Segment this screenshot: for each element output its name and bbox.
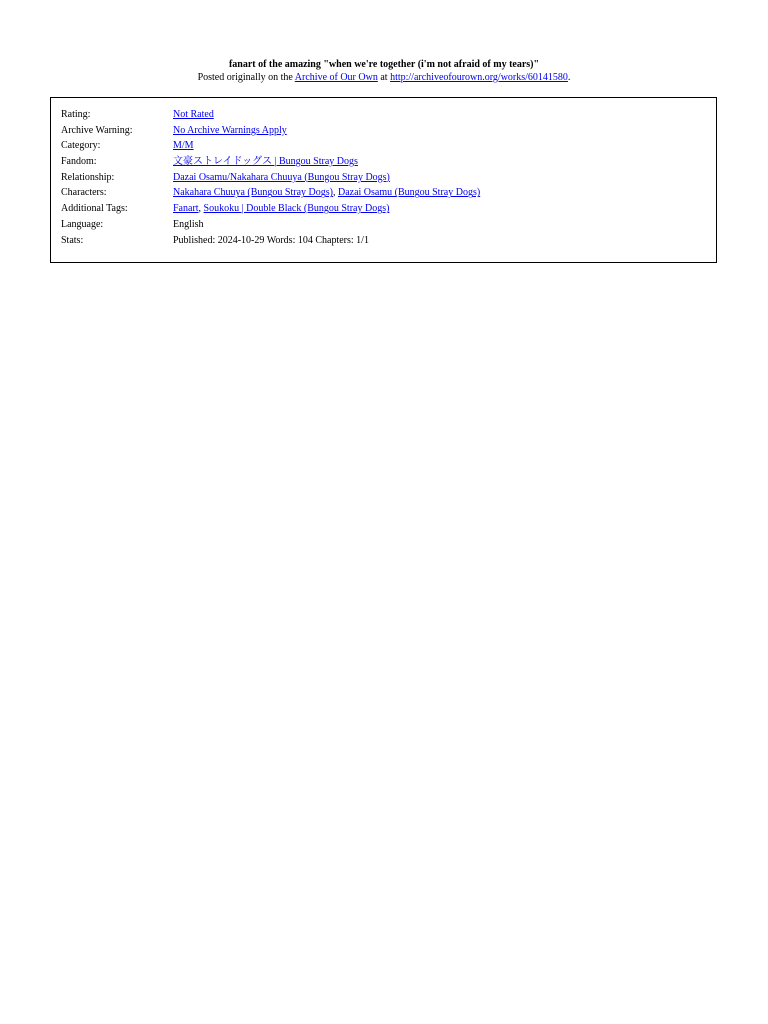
stats-value: Published: 2024-10-29 Words: 104 Chapters: 1/1 xyxy=(173,234,369,246)
work-url-link[interactable]: http://archiveofourown.org/works/60141580 xyxy=(390,72,568,83)
relationship-value-cell xyxy=(173,172,480,188)
work-meta-box xyxy=(50,97,717,263)
meta-row-rating xyxy=(61,109,480,125)
fandom-link[interactable]: 文豪ストレイドッグス | Bungou Stray Dogs xyxy=(173,156,358,168)
character-link[interactable]: Dazai Osamu (Bungou Stray Dogs) xyxy=(337,187,481,199)
characters-value-cell xyxy=(173,187,480,203)
rating-value-cell xyxy=(173,109,480,125)
category-value-cell xyxy=(173,140,480,156)
meta-row-tags xyxy=(61,203,480,219)
character-link[interactable]: Nakahara Chuuya (Bungou Stray Dogs) xyxy=(173,187,333,199)
relationship-label: Relationship: xyxy=(61,171,115,183)
language-label: Language: xyxy=(61,218,104,230)
meta-row-category xyxy=(61,140,480,156)
warning-link[interactable]: No Archive Warnings Apply xyxy=(173,124,287,136)
tags-value-cell xyxy=(173,203,480,219)
relationship-link[interactable]: Dazai Osamu/Nakahara Chuuya (Bungou Stray Dogs) xyxy=(173,171,390,183)
category-label: Category: xyxy=(61,140,101,152)
posted-prefix: Posted originally on the xyxy=(197,72,295,83)
meta-row-stats xyxy=(61,235,480,251)
tag-separator: , xyxy=(332,187,338,199)
posted-line xyxy=(0,71,768,84)
posted-mid: at xyxy=(377,72,391,83)
stats-label: Stats: xyxy=(61,234,84,246)
characters-label: Characters: xyxy=(61,187,107,199)
meta-row-relationship xyxy=(61,172,480,188)
fandom-label: Fandom: xyxy=(61,156,97,168)
tag-link[interactable]: Fanart xyxy=(173,203,199,215)
posted-suffix: . xyxy=(567,72,571,83)
work-title: fanart of the amazing "when we're together (i'm not afraid of my tears)" xyxy=(228,59,540,70)
category-link[interactable]: M/M xyxy=(173,140,194,152)
meta-row-characters xyxy=(61,187,480,203)
meta-row-fandom xyxy=(61,156,480,172)
work-meta-table xyxy=(61,109,480,250)
rating-link[interactable]: Not Rated xyxy=(173,109,214,120)
warning-label: Archive Warning: xyxy=(61,124,133,136)
meta-row-warning xyxy=(61,125,480,141)
meta-row-language xyxy=(61,219,480,235)
tag-link[interactable]: Soukoku | Double Black (Bungou Stray Dogs) xyxy=(203,203,390,215)
rating-label: Rating: xyxy=(61,109,91,120)
archive-link[interactable]: Archive of Our Own xyxy=(294,72,378,83)
warning-value-cell xyxy=(173,125,480,141)
tags-label: Additional Tags: xyxy=(61,203,128,215)
work-header xyxy=(0,58,768,84)
language-value: English xyxy=(173,218,204,230)
tag-separator: , xyxy=(198,203,204,215)
fandom-value-cell xyxy=(173,156,480,172)
